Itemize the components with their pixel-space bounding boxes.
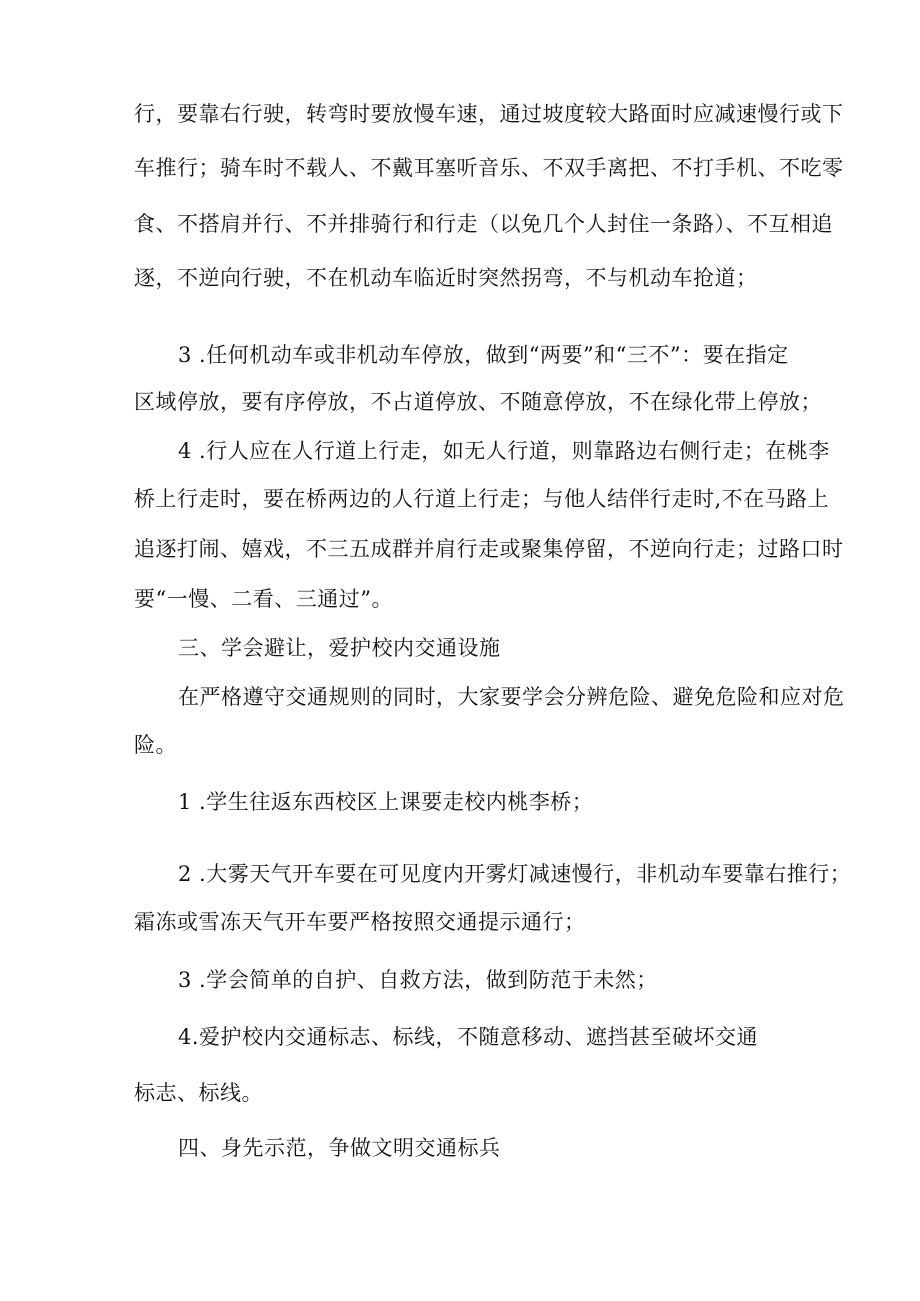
text-line: 险。 <box>134 733 177 757</box>
list-item-4-line: 4 .行人应在人行道上行走，如无人行道，则靠路边右侧行走；在桃李 <box>178 439 830 463</box>
text-line: 标志、标线。 <box>134 1081 263 1105</box>
list-item-2-line: 2 .大雾天气开车要在可见度内开雾灯减速慢行，非机动车要靠右推行； <box>178 862 852 886</box>
text-line: 区域停放，要有序停放，不占道停放、不随意停放，不在绿化带上停放； <box>134 390 822 414</box>
list-item-1-line: 1 .学生往返东西校区上课要走校内桃李桥； <box>178 790 594 814</box>
list-item-3-line: 3 .任何机动车或非机动车停放，做到“两要”和“三不”：要在指定 <box>178 343 789 367</box>
text-line: 食、不搭肩并行、不并排骑行和行走（以免几个人封住一条路）、不互相追 <box>134 212 833 236</box>
section-heading-4: 四、身先示范，争做文明交通标兵 <box>178 1136 501 1160</box>
text-line: 桥上行走时，要在桥两边的人行道上行走；与他人结伴行走时,不在马路上 <box>134 487 830 511</box>
text-line: 行，要靠右行驶，转弯时要放慢车速，通过坡度较大路面时应减速慢行或下 <box>134 102 844 126</box>
list-item-4b-line: 4.爱护校内交通标志、标线，不随意移动、遮挡甚至破坏交通 <box>178 1025 759 1049</box>
text-line: 要“一慢、二看、三通过”。 <box>134 587 393 611</box>
paragraph-first-line: 在严格遵守交通规则的同时，大家要学会分辨危险、避免危险和应对危 <box>178 685 845 709</box>
list-item-3b-line: 3 .学会简单的自护、自救方法，做到防范于未然； <box>178 968 658 992</box>
text-line: 车推行；骑车时不载人、不戴耳塞听音乐、不双手离把、不打手机、不吃零 <box>134 156 844 180</box>
text-line: 霜冻或雪冻天气开车要严格按照交通提示通行； <box>134 910 586 934</box>
text-line: 追逐打闹、嬉戏，不三五成群并肩行走或聚集停留，不逆向行走；过路口时 <box>134 537 844 561</box>
text-line: 逐，不逆向行驶，不在机动车临近时突然拐弯，不与机动车抢道； <box>134 266 758 290</box>
section-heading-3: 三、学会避让，爱护校内交通设施 <box>178 636 501 660</box>
